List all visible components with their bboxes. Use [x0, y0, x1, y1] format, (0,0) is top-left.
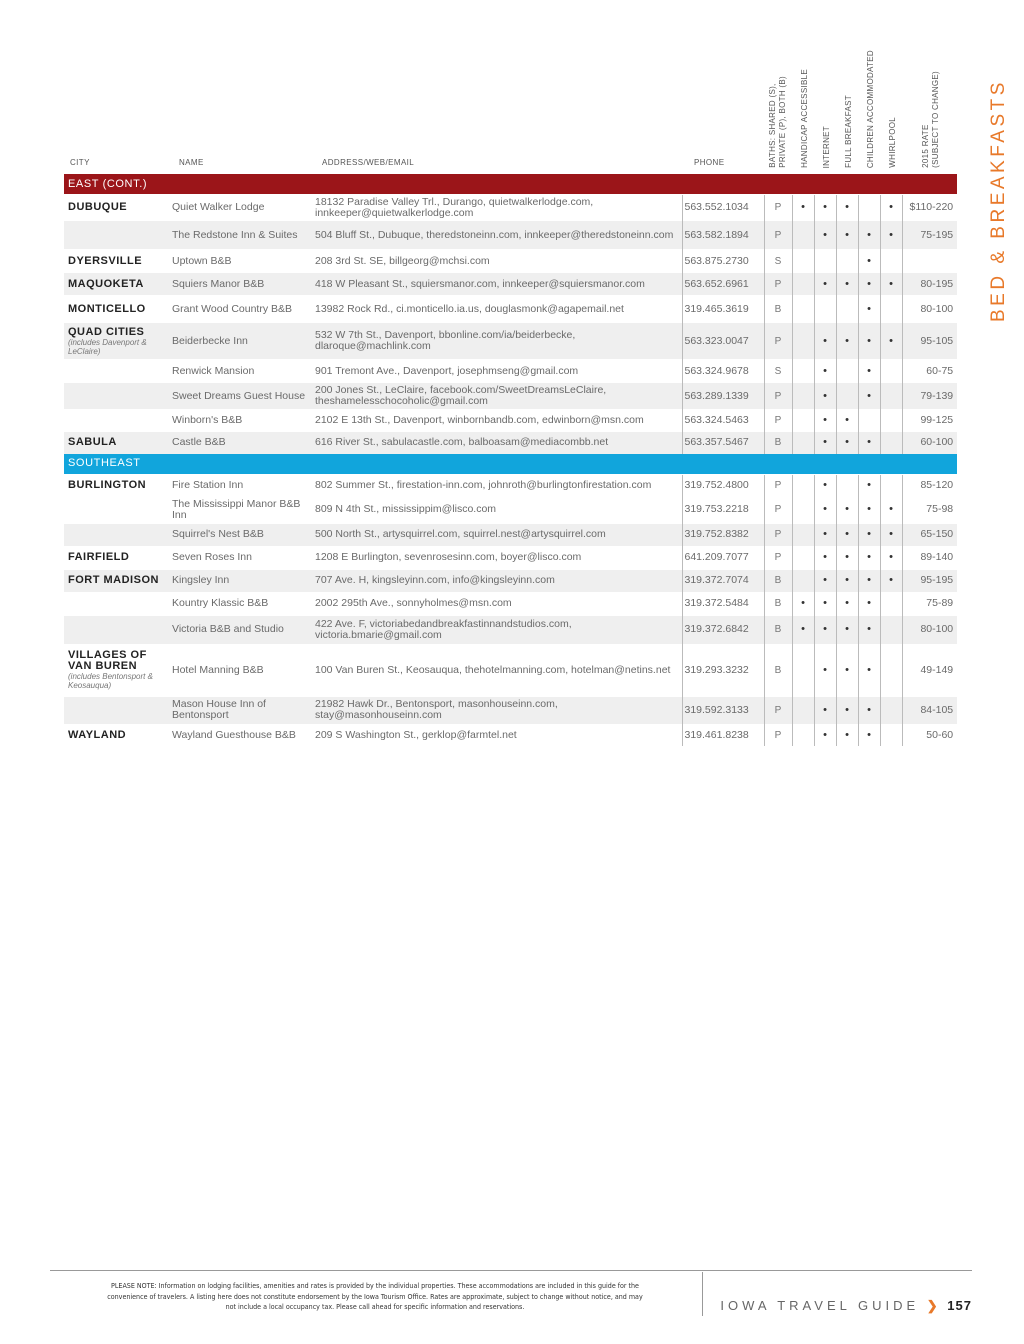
city-cell — [64, 615, 168, 644]
handicap-cell — [792, 432, 814, 454]
city-cell — [64, 360, 168, 383]
whirlpool-cell — [880, 644, 902, 696]
baths-cell: B — [764, 615, 792, 644]
whirlpool-cell: • — [880, 523, 902, 546]
handicap-cell — [792, 250, 814, 273]
column-headers — [64, 30, 957, 170]
children-cell: • — [858, 383, 880, 410]
rate-cell: 85-120 — [902, 474, 957, 496]
phone-cell: 319.461.8238 — [682, 724, 764, 746]
phone-cell: 563.552.1034 — [682, 195, 764, 221]
city-cell — [64, 221, 168, 250]
city-cell — [64, 569, 168, 592]
children-cell — [858, 410, 880, 432]
col-baths: BATHS: SHARED (S), PRIVATE (P), BOTH (B) — [768, 76, 787, 168]
breakfast-cell: • — [836, 273, 858, 296]
table-row — [64, 569, 957, 592]
table-row — [64, 323, 957, 360]
name-cell: Seven Roses Inn — [168, 546, 311, 569]
phone-cell: 319.372.7074 — [682, 569, 764, 592]
baths-cell: P — [764, 323, 792, 360]
city-name: BURLINGTON — [68, 478, 147, 491]
col-breakfast: FULL BREAKFAST — [844, 95, 853, 168]
table-row — [64, 696, 957, 724]
listings-table — [64, 174, 957, 746]
baths-cell: P — [764, 474, 792, 496]
col-handicap: HANDICAP ACCESSIBLE — [800, 69, 809, 168]
whirlpool-cell — [880, 360, 902, 383]
handicap-cell: • — [792, 615, 814, 644]
phone-cell: 563.582.1894 — [682, 221, 764, 250]
handicap-cell — [792, 546, 814, 569]
baths-cell: P — [764, 724, 792, 746]
name-cell: Winborn's B&B — [168, 410, 311, 432]
address-cell: 1208 E Burlington, sevenrosesinn.com, boyer@lisco.com — [311, 546, 682, 569]
breakfast-cell — [836, 360, 858, 383]
rate-cell: 84-105 — [902, 696, 957, 724]
internet-cell: • — [814, 474, 836, 496]
address-cell: 2002 295th Ave., sonnyholmes@msn.com — [311, 592, 682, 615]
breakfast-cell — [836, 296, 858, 323]
table-row — [64, 296, 957, 323]
internet-cell: • — [814, 432, 836, 454]
breakfast-cell — [836, 383, 858, 410]
table-row — [64, 496, 957, 523]
phone-cell: 319.752.8382 — [682, 523, 764, 546]
city-cell — [64, 523, 168, 546]
city-cell — [64, 323, 168, 360]
rate-cell: 50-60 — [902, 724, 957, 746]
rate-cell: $110-220 — [902, 195, 957, 221]
col-address: ADDRESS/WEB/EMAIL — [322, 158, 415, 167]
address-cell: 616 River St., sabulacastle.com, balboasam@mediacombb.net — [311, 432, 682, 454]
table-row — [64, 360, 957, 383]
whirlpool-cell: • — [880, 546, 902, 569]
name-cell: Grant Wood Country B&B — [168, 296, 311, 323]
city-cell — [64, 724, 168, 746]
breakfast-cell — [836, 250, 858, 273]
name-cell: Quiet Walker Lodge — [168, 195, 311, 221]
col-rate: 2015 RATE (SUBJECT TO CHANGE) — [921, 71, 940, 168]
baths-cell: P — [764, 383, 792, 410]
whirlpool-cell — [880, 696, 902, 724]
children-cell: • — [858, 323, 880, 360]
phone-cell: 563.357.5467 — [682, 432, 764, 454]
table-row — [64, 195, 957, 221]
city-name: VILLAGES OF VAN BUREN — [68, 649, 147, 672]
internet-cell: • — [814, 383, 836, 410]
name-cell: Squirrel's Nest B&B — [168, 523, 311, 546]
internet-cell: • — [814, 615, 836, 644]
internet-cell: • — [814, 724, 836, 746]
address-cell: 707 Ave. H, kingsleyinn.com, info@kingsleyinn.com — [311, 569, 682, 592]
address-cell: 200 Jones St., LeClaire, facebook.com/SweetDreamsLeClaire, theshamelesschocoholic@gmail.com — [311, 383, 682, 410]
col-city: CITY — [70, 158, 90, 167]
whirlpool-cell: • — [880, 195, 902, 221]
city-cell — [64, 273, 168, 296]
address-cell: 809 N 4th St., mississippim@lisco.com — [311, 496, 682, 523]
baths-cell: B — [764, 644, 792, 696]
whirlpool-cell — [880, 432, 902, 454]
phone-cell: 641.209.7077 — [682, 546, 764, 569]
city-name: FAIRFIELD — [68, 551, 130, 563]
col-internet: INTERNET — [822, 125, 831, 168]
name-cell: Squiers Manor B&B — [168, 273, 311, 296]
city-note: (includes Davenport & LeClaire) — [68, 337, 147, 356]
children-cell: • — [858, 273, 880, 296]
section-title: SOUTHEAST — [64, 454, 957, 475]
whirlpool-cell: • — [880, 273, 902, 296]
children-cell: • — [858, 296, 880, 323]
chevron-right-icon: ❯ — [926, 1298, 940, 1313]
address-cell: 2102 E 13th St., Davenport, winbornbandb.com, edwinborn@msn.com — [311, 410, 682, 432]
handicap-cell — [792, 496, 814, 523]
city-name: WAYLAND — [68, 728, 127, 741]
internet-cell: • — [814, 323, 836, 360]
phone-cell: 563.652.6961 — [682, 273, 764, 296]
city-cell — [64, 696, 168, 724]
breakfast-cell: • — [836, 546, 858, 569]
section-header — [64, 454, 957, 475]
whirlpool-cell — [880, 296, 902, 323]
breakfast-cell: • — [836, 592, 858, 615]
table-row — [64, 474, 957, 496]
children-cell: • — [858, 546, 880, 569]
name-cell: Uptown B&B — [168, 250, 311, 273]
phone-cell: 563.324.5463 — [682, 410, 764, 432]
whirlpool-cell — [880, 383, 902, 410]
phone-cell: 563.875.2730 — [682, 250, 764, 273]
breakfast-cell: • — [836, 523, 858, 546]
children-cell: • — [858, 592, 880, 615]
address-cell: 418 W Pleasant St., squiersmanor.com, innkeeper@squiersmanor.com — [311, 273, 682, 296]
address-cell: 901 Tremont Ave., Davenport, josephmseng@gmail.com — [311, 360, 682, 383]
internet-cell: • — [814, 569, 836, 592]
children-cell: • — [858, 615, 880, 644]
whirlpool-cell: • — [880, 496, 902, 523]
table-row — [64, 410, 957, 432]
table-row — [64, 644, 957, 696]
address-cell: 209 S Washington St., gerklop@farmtel.net — [311, 724, 682, 746]
table-row — [64, 221, 957, 250]
breakfast-cell: • — [836, 496, 858, 523]
rate-cell: 65-150 — [902, 523, 957, 546]
internet-cell: • — [814, 273, 836, 296]
baths-cell: P — [764, 496, 792, 523]
handicap-cell — [792, 221, 814, 250]
table-row — [64, 383, 957, 410]
phone-cell: 319.752.4800 — [682, 474, 764, 496]
footer-rule — [50, 1270, 972, 1271]
address-cell: 532 W 7th St., Davenport, bbonline.com/ia/beiderbecke, dlaroque@machlink.com — [311, 323, 682, 360]
phone-cell: 563.323.0047 — [682, 323, 764, 360]
handicap-cell — [792, 360, 814, 383]
city-name: FORT MADISON — [68, 574, 159, 586]
col-whirlpool: WHIRLPOOL — [888, 117, 897, 168]
internet-cell: • — [814, 410, 836, 432]
breakfast-cell — [836, 474, 858, 496]
col-children: CHILDREN ACCOMMODATED — [866, 49, 875, 168]
name-cell: Castle B&B — [168, 432, 311, 454]
breakfast-cell: • — [836, 432, 858, 454]
address-cell: 100 Van Buren St., Keosauqua, thehotelmanning.com, hotelman@netins.net — [311, 644, 682, 696]
internet-cell: • — [814, 523, 836, 546]
handicap-cell — [792, 296, 814, 323]
phone-cell: 319.293.3232 — [682, 644, 764, 696]
name-cell: Kingsley Inn — [168, 569, 311, 592]
city-name: DUBUQUE — [68, 201, 128, 213]
handicap-cell — [792, 410, 814, 432]
table-row — [64, 615, 957, 644]
city-cell — [64, 250, 168, 273]
table-row — [64, 523, 957, 546]
city-note: (includes Bentonsport & Keosauqua) — [68, 672, 153, 690]
rate-cell: 79-139 — [902, 383, 957, 410]
handicap-cell — [792, 383, 814, 410]
name-cell: Victoria B&B and Studio — [168, 615, 311, 644]
handicap-cell — [792, 724, 814, 746]
table-row — [64, 592, 957, 615]
children-cell: • — [858, 432, 880, 454]
city-cell — [64, 644, 168, 696]
city-cell — [64, 546, 168, 569]
handicap-cell: • — [792, 195, 814, 221]
whirlpool-cell — [880, 615, 902, 644]
internet-cell: • — [814, 644, 836, 696]
handicap-cell: • — [792, 592, 814, 615]
city-name: DYERSVILLE — [68, 254, 143, 267]
children-cell: • — [858, 360, 880, 383]
name-cell: The Redstone Inn & Suites — [168, 221, 311, 250]
internet-cell: • — [814, 496, 836, 523]
baths-cell: P — [764, 523, 792, 546]
col-name: NAME — [179, 158, 204, 167]
rate-cell: 60-100 — [902, 432, 957, 454]
phone-cell: 319.372.5484 — [682, 592, 764, 615]
handicap-cell — [792, 323, 814, 360]
internet-cell: • — [814, 195, 836, 221]
baths-cell: P — [764, 410, 792, 432]
guide-title: IOWA TRAVEL GUIDE — [720, 1298, 920, 1313]
breakfast-cell: • — [836, 724, 858, 746]
baths-cell: B — [764, 569, 792, 592]
city-cell — [64, 195, 168, 221]
rate-cell: 80-100 — [902, 296, 957, 323]
name-cell: Fire Station Inn — [168, 474, 311, 496]
name-cell: Beiderbecke Inn — [168, 323, 311, 360]
address-cell: 208 3rd St. SE, billgeorg@mchsi.com — [311, 250, 682, 273]
address-cell: 13982 Rock Rd., ci.monticello.ia.us, douglasmonk@agapemail.net — [311, 296, 682, 323]
breakfast-cell: • — [836, 644, 858, 696]
table-row — [64, 250, 957, 273]
baths-cell: S — [764, 360, 792, 383]
address-cell: 802 Summer St., firestation-inn.com, johnroth@burlingtonfirestation.com — [311, 474, 682, 496]
internet-cell: • — [814, 696, 836, 724]
rate-cell: 75-89 — [902, 592, 957, 615]
rate-cell: 80-195 — [902, 273, 957, 296]
address-cell: 18132 Paradise Valley Trl., Durango, quietwalkerlodge.com, innkeeper@quietwalkerlodge.com — [311, 195, 682, 221]
children-cell — [858, 195, 880, 221]
handicap-cell — [792, 569, 814, 592]
name-cell: Mason House Inn of Bentonsport — [168, 696, 311, 724]
baths-cell: P — [764, 273, 792, 296]
city-cell — [64, 474, 168, 496]
children-cell: • — [858, 250, 880, 273]
side-title: BED & BREAKFASTS — [988, 79, 1009, 322]
handicap-cell — [792, 644, 814, 696]
internet-cell: • — [814, 592, 836, 615]
handicap-cell — [792, 273, 814, 296]
name-cell: The Mississippi Manor B&B Inn — [168, 496, 311, 523]
address-cell: 21982 Hawk Dr., Bentonsport, masonhouseinn.com, stay@masonhouseinn.com — [311, 696, 682, 724]
breakfast-cell: • — [836, 696, 858, 724]
city-cell — [64, 410, 168, 432]
rate-cell: 75-98 — [902, 496, 957, 523]
rate-cell: 75-195 — [902, 221, 957, 250]
baths-cell: P — [764, 221, 792, 250]
children-cell: • — [858, 474, 880, 496]
table-row — [64, 432, 957, 454]
baths-cell: B — [764, 432, 792, 454]
baths-cell: P — [764, 546, 792, 569]
children-cell: • — [858, 724, 880, 746]
whirlpool-cell: • — [880, 323, 902, 360]
rate-cell: 60-75 — [902, 360, 957, 383]
baths-cell: B — [764, 592, 792, 615]
breakfast-cell: • — [836, 323, 858, 360]
whirlpool-cell — [880, 724, 902, 746]
breakfast-cell: • — [836, 221, 858, 250]
page-number: 157 — [947, 1298, 972, 1313]
internet-cell — [814, 250, 836, 273]
address-cell: 422 Ave. F, victoriabedandbreakfastinnandstudios.com, victoria.bmarie@gmail.com — [311, 615, 682, 644]
guide-footer — [720, 1298, 972, 1314]
whirlpool-cell — [880, 474, 902, 496]
breakfast-cell: • — [836, 615, 858, 644]
name-cell: Kountry Klassic B&B — [168, 592, 311, 615]
phone-cell: 319.372.6842 — [682, 615, 764, 644]
phone-cell: 319.465.3619 — [682, 296, 764, 323]
whirlpool-cell: • — [880, 221, 902, 250]
phone-cell: 319.592.3133 — [682, 696, 764, 724]
breakfast-cell: • — [836, 195, 858, 221]
phone-cell: 563.324.9678 — [682, 360, 764, 383]
city-cell — [64, 296, 168, 323]
address-cell: 500 North St., artysquirrel.com, squirrel.nest@artysquirrel.com — [311, 523, 682, 546]
table-row — [64, 724, 957, 746]
name-cell: Wayland Guesthouse B&B — [168, 724, 311, 746]
rate-cell — [902, 250, 957, 273]
name-cell: Sweet Dreams Guest House — [168, 383, 311, 410]
rate-cell: 95-105 — [902, 323, 957, 360]
rate-cell: 95-195 — [902, 569, 957, 592]
city-name: MONTICELLO — [68, 302, 146, 315]
city-cell — [64, 383, 168, 410]
whirlpool-cell — [880, 592, 902, 615]
handicap-cell — [792, 474, 814, 496]
section-title: EAST (CONT.) — [64, 174, 957, 195]
city-cell — [64, 496, 168, 523]
rate-cell: 80-100 — [902, 615, 957, 644]
internet-cell — [814, 296, 836, 323]
rate-cell: 49-149 — [902, 644, 957, 696]
whirlpool-cell — [880, 410, 902, 432]
city-name: QUAD CITIES — [68, 325, 145, 338]
breakfast-cell: • — [836, 410, 858, 432]
rate-cell: 99-125 — [902, 410, 957, 432]
footer-note: PLEASE NOTE: Information on lodging facilities, amenities and rates is provided by the individual properties. These accommodations are included in this guide for the convenience of travelers. A listing here does not constitute endorsement by the Iowa Tourism Office. Rates are approximate, subject to change without notice, and may not include a local occupancy tax. Please call ahead for specific information and reservations. — [107, 1281, 643, 1311]
city-cell — [64, 432, 168, 454]
name-cell: Hotel Manning B&B — [168, 644, 311, 696]
col-phone: PHONE — [694, 158, 725, 167]
internet-cell: • — [814, 546, 836, 569]
handicap-cell — [792, 696, 814, 724]
city-name: SABULA — [68, 436, 117, 449]
city-cell — [64, 592, 168, 615]
whirlpool-cell: • — [880, 569, 902, 592]
table-row — [64, 273, 957, 296]
children-cell: • — [858, 523, 880, 546]
handicap-cell — [792, 523, 814, 546]
rate-cell: 89-140 — [902, 546, 957, 569]
city-name: MAQUOKETA — [68, 277, 144, 290]
baths-cell: P — [764, 195, 792, 221]
baths-cell: B — [764, 296, 792, 323]
children-cell: • — [858, 496, 880, 523]
name-cell: Renwick Mansion — [168, 360, 311, 383]
table-row — [64, 546, 957, 569]
address-cell: 504 Bluff St., Dubuque, theredstoneinn.com, innkeeper@theredstoneinn.com — [311, 221, 682, 250]
whirlpool-cell — [880, 250, 902, 273]
phone-cell: 563.289.1339 — [682, 383, 764, 410]
internet-cell: • — [814, 360, 836, 383]
children-cell: • — [858, 569, 880, 592]
breakfast-cell: • — [836, 569, 858, 592]
children-cell: • — [858, 221, 880, 250]
section-header — [64, 174, 957, 195]
internet-cell: • — [814, 221, 836, 250]
phone-cell: 319.753.2218 — [682, 496, 764, 523]
baths-cell: P — [764, 696, 792, 724]
baths-cell: S — [764, 250, 792, 273]
footer-divider — [702, 1272, 703, 1316]
children-cell: • — [858, 696, 880, 724]
children-cell: • — [858, 644, 880, 696]
